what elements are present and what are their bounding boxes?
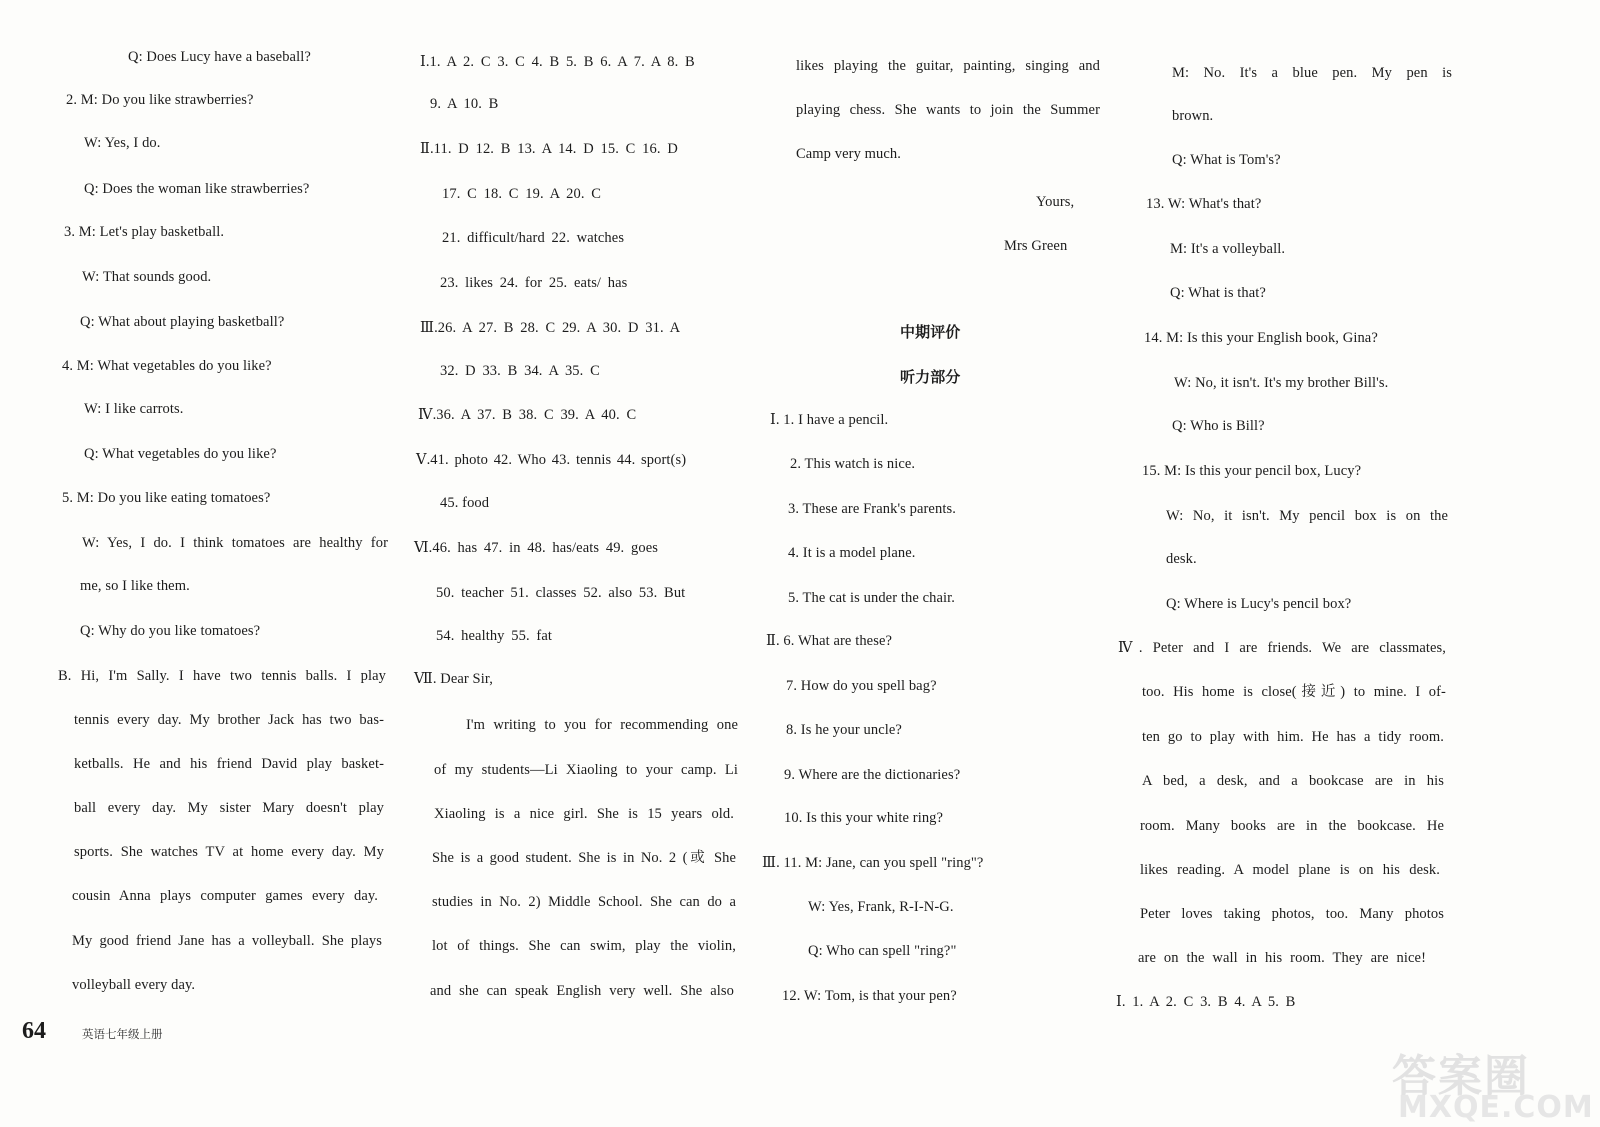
text-line: too. His home is close(接近) to mine. I of-: [1142, 684, 1446, 700]
text-line: Xiaoling is a nice girl. She is 15 years old.: [434, 806, 734, 822]
text-line: 2. M: Do you like strawberries?: [66, 92, 254, 108]
text-line: 8. Is he your uncle?: [786, 722, 902, 738]
answer-line: Ⅰ. 1. A 2. C 3. B 4. A 5. B: [1116, 994, 1296, 1010]
text-line: sports. She watches TV at home every day. My: [74, 844, 384, 860]
text-line: Q: What vegetables do you like?: [84, 446, 277, 462]
text-line: brown.: [1172, 108, 1214, 124]
text-line: 14. M: Is this your English book, Gina?: [1144, 330, 1378, 346]
text-line: M: It's a volleyball.: [1170, 241, 1286, 257]
text-line: me, so I like them.: [80, 578, 190, 594]
text-line: likes reading. A model plane is on his desk.: [1140, 862, 1440, 878]
text-line: 2. This watch is nice.: [790, 456, 916, 472]
text-line: W: I like carrots.: [84, 401, 184, 417]
text-line: 5. The cat is under the chair.: [788, 590, 956, 606]
text-line: lot of things. She can swim, play the violin,: [432, 938, 736, 954]
text-line: A bed, a desk, and a bookcase are in his: [1142, 773, 1444, 789]
text-line: room. Many books are in the bookcase. He: [1140, 818, 1444, 834]
text-line: 13. W: What's that?: [1146, 196, 1262, 212]
text-line: of my students—Li Xiaoling to your camp. Li: [434, 762, 738, 778]
text-line: Ⅰ. 1. I have a pencil.: [770, 412, 889, 428]
text-line: 15. M: Is this your pencil box, Lucy?: [1142, 463, 1362, 479]
text-line: W: That sounds good.: [82, 269, 212, 285]
text-line: 4. It is a model plane.: [788, 545, 916, 561]
text-line: Q: Where is Lucy's pencil box?: [1166, 596, 1352, 612]
text-line: ball every day. My sister Mary doesn't play: [74, 800, 384, 816]
answer-line: 54. healthy 55. fat: [436, 628, 552, 644]
answer-line: 17. C 18. C 19. A 20. C: [442, 186, 602, 202]
text-line: ten go to play with him. He has a tidy room.: [1142, 729, 1444, 745]
text-line: M: No. It's a blue pen. My pen is: [1172, 65, 1452, 81]
text-line: Ⅱ. 6. What are these?: [766, 633, 893, 649]
text-line: cousin Anna plays computer games every day.: [72, 888, 378, 904]
text-line: likes playing the guitar, painting, singing and: [796, 58, 1100, 74]
text-line: W: No, it isn't. It's my brother Bill's.: [1174, 375, 1389, 391]
text-line: My good friend Jane has a volleyball. She plays: [72, 933, 382, 949]
text-line: Ⅲ. 11. M: Jane, can you spell "ring"?: [762, 855, 984, 871]
text-line: She is a good student. She is in No. 2 (或 She: [432, 850, 736, 866]
text-line: studies in No. 2) Middle School. She can do a: [432, 894, 736, 910]
text-line: W: No, it isn't. My pencil box is on the: [1166, 508, 1448, 524]
text-line: 10. Is this your white ring?: [784, 810, 944, 826]
section-subheading: 听力部分: [900, 368, 961, 386]
answer-line: Ⅰ.1. A 2. C 3. C 4. B 5. B 6. A 7. A 8. B: [420, 54, 695, 70]
text-line: Q: What about playing basketball?: [80, 314, 285, 330]
book-subject-label: 英语七年级上册: [82, 1027, 163, 1041]
text-line: desk.: [1166, 551, 1197, 567]
text-line: Q: Does Lucy have a baseball?: [128, 49, 311, 65]
text-line: 4. M: What vegetables do you like?: [62, 358, 272, 374]
text-line: volleyball every day.: [72, 977, 196, 993]
answer-line: 50. teacher 51. classes 52. also 53. But: [436, 585, 686, 601]
text-line: 12. W: Tom, is that your pen?: [782, 988, 957, 1004]
answer-line: 32. D 33. B 34. A 35. C: [440, 363, 600, 379]
text-line: and she can speak English very well. She also: [430, 983, 734, 999]
text-line: I'm writing to you for recommending one: [466, 717, 738, 733]
answer-line: Ⅳ.36. A 37. B 38. C 39. A 40. C: [418, 407, 637, 423]
answer-line: Ⅲ.26. A 27. B 28. C 29. A 30. D 31. A: [420, 320, 681, 336]
text-line: 3. M: Let's play basketball.: [64, 224, 225, 240]
text-line: playing chess. She wants to join the Summer: [796, 102, 1100, 118]
answer-line: Ⅵ.46. has 47. in 48. has/eats 49. goes: [414, 540, 658, 556]
text-line: Q: What is that?: [1170, 285, 1266, 301]
text-line: 3. These are Frank's parents.: [788, 501, 956, 517]
answer-line: 23. likes 24. for 25. eats/ has: [440, 275, 628, 291]
page-number: 64: [22, 1018, 46, 1044]
text-line: Q: Does the woman like strawberries?: [84, 181, 310, 197]
text-line: Q: Who can spell "ring?": [808, 943, 957, 959]
answer-line: Ⅱ.11. D 12. B 13. A 14. D 15. C 16. D: [420, 141, 678, 157]
text-line: Camp very much.: [796, 146, 901, 162]
text-line: Q: What is Tom's?: [1172, 152, 1281, 168]
answer-line: 45. food: [440, 495, 490, 511]
watermark-url: MXQE.COM: [1398, 1090, 1594, 1125]
section-heading: 中期评价: [900, 323, 961, 341]
watermark-logo-text: 答案圈: [1392, 1051, 1530, 1102]
letter-signature: Mrs Green: [1004, 238, 1068, 254]
text-line: ketballs. He and his friend David play basket-: [74, 756, 384, 772]
answer-line: 9. A 10. B: [430, 96, 499, 112]
text-line: Q: Why do you like tomatoes?: [80, 623, 261, 639]
text-line: W: Yes, I do. I think tomatoes are healthy for: [82, 535, 388, 551]
text-line: Ⅶ. Dear Sir,: [414, 671, 493, 687]
text-line: 5. M: Do you like eating tomatoes?: [62, 490, 271, 506]
text-line: Peter loves taking photos, too. Many photos: [1140, 906, 1444, 922]
letter-closing: Yours,: [1036, 194, 1075, 210]
answer-line: Ⅴ.41. photo 42. Who 43. tennis 44. sport(s): [416, 452, 687, 468]
watermark: [1390, 1040, 1600, 1127]
text-line: B. Hi, I'm Sally. I have two tennis balls. I play: [58, 668, 386, 684]
text-line: Q: Who is Bill?: [1172, 418, 1265, 434]
text-line: tennis every day. My brother Jack has two bas-: [74, 712, 384, 728]
text-line: are on the wall in his room. They are nice!: [1138, 950, 1426, 966]
text-line: Ⅳ. Peter and I are friends. We are classmates,: [1118, 640, 1446, 656]
text-line: W: Yes, I do.: [84, 135, 161, 151]
answer-line: 21. difficult/hard 22. watches: [442, 230, 625, 246]
text-line: 9. Where are the dictionaries?: [784, 767, 961, 783]
text-line: 7. How do you spell bag?: [786, 678, 937, 694]
text-line: W: Yes, Frank, R-I-N-G.: [808, 899, 954, 915]
